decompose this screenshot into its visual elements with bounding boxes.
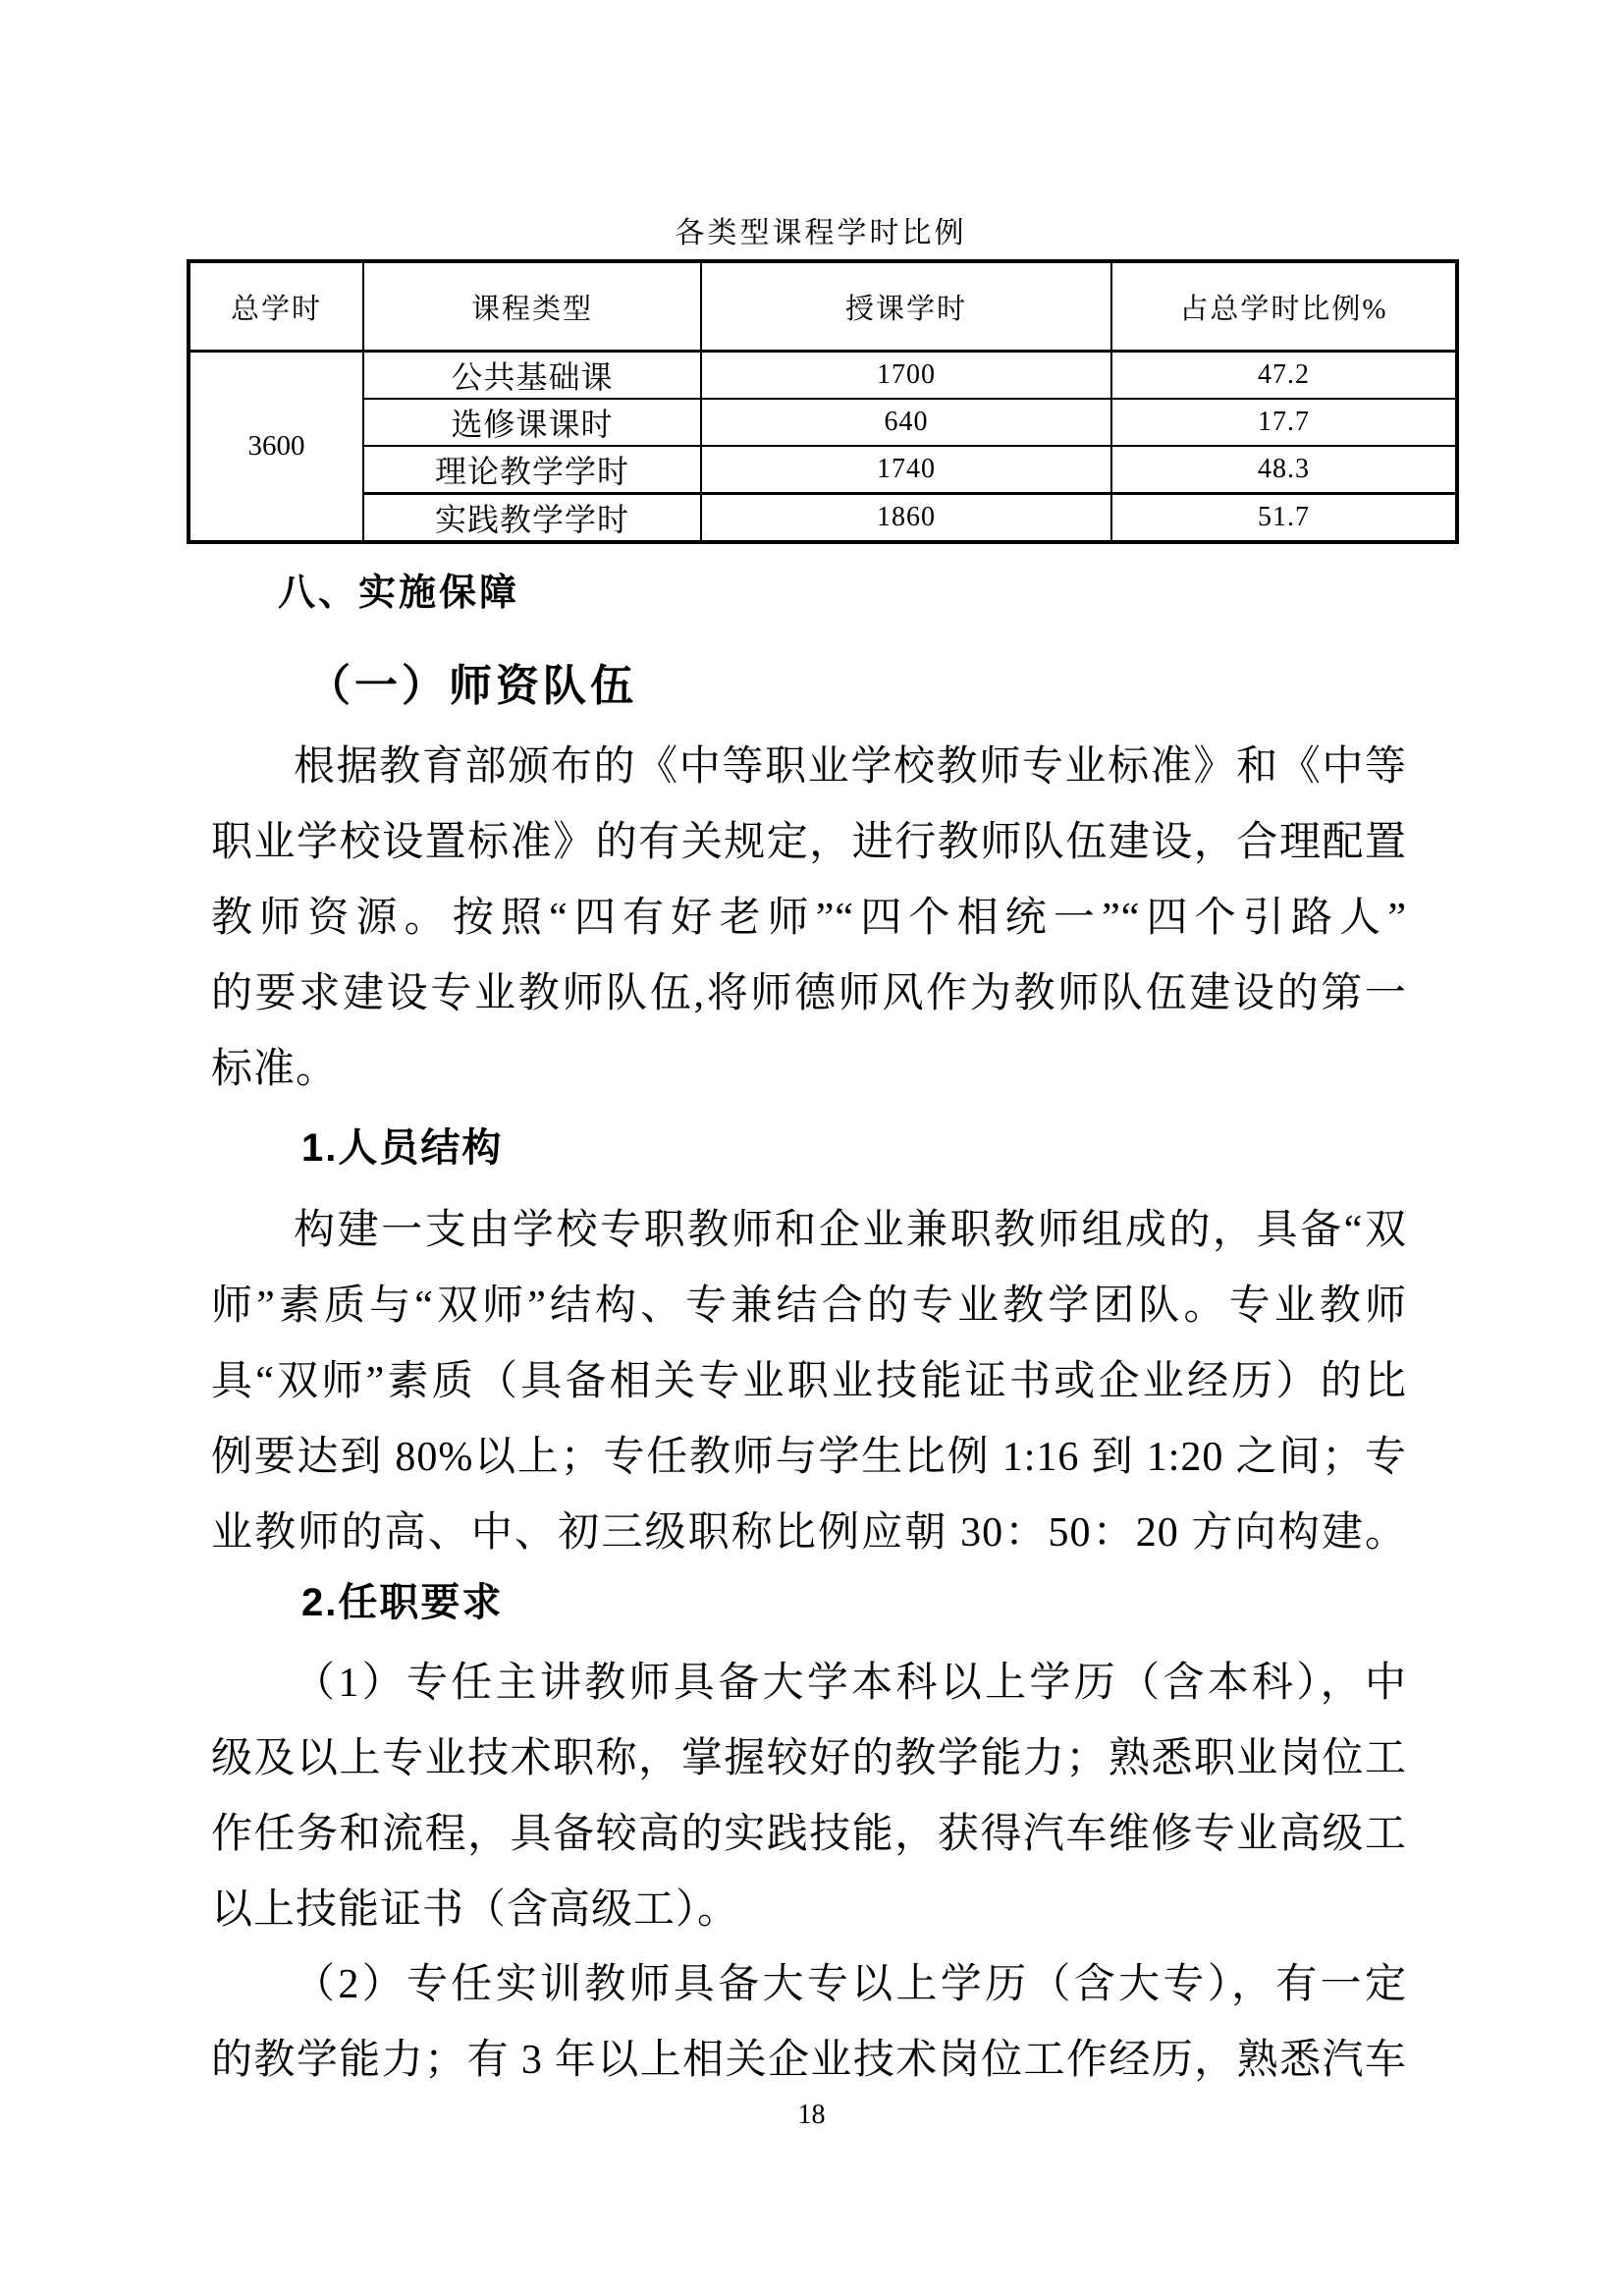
table-row [189, 399, 1457, 446]
paragraph-personnel-structure [211, 1193, 1407, 1571]
text-line: （1）专任主讲教师具备大学本科以上学历（含本科），中 [294, 1661, 1407, 1706]
text-line: 例要达到 80%以上；专任教师与学生比例 1:16 到 1:20 之间；专 [211, 1435, 1407, 1480]
text-line: 的教学能力；有 3 年以上相关企业技术岗位工作经历，熟悉汽车 [211, 2038, 1407, 2083]
course-hours-table [187, 259, 1459, 544]
table-header-row [189, 261, 1457, 352]
table-cell: 选修课课时 [363, 399, 701, 446]
table-row [189, 352, 1457, 400]
table-header-cell: 授课学时 [701, 261, 1111, 352]
table-caption: 各类型课程学时比例 [675, 217, 967, 249]
text-line: 构建一支由学校专职教师和企业兼职教师组成的，具备“双 [294, 1208, 1407, 1253]
total-hours-cell: 3600 [189, 352, 363, 543]
table-row [189, 494, 1457, 543]
table-cell: 640 [701, 399, 1111, 446]
table-cell: 实践教学学时 [363, 494, 701, 543]
table-cell: 51.7 [1111, 494, 1457, 543]
table-cell: 17.7 [1111, 399, 1457, 446]
table-cell: 公共基础课 [363, 352, 701, 400]
paragraph-requirement-1 [211, 1646, 1407, 1948]
sub-subsection-heading-requirements: 2.任职要求 [301, 1581, 504, 1624]
page-number: 18 [797, 2100, 826, 2130]
text-line: （2）专任实训教师具备大专以上学历（含大专），有一定 [294, 1962, 1407, 2007]
table-row [189, 446, 1457, 494]
subsection-heading: （一）师资队伍 [307, 662, 637, 710]
text-line: 以上技能证书（含高级工）。 [211, 1887, 740, 1933]
table-cell: 理论教学学时 [363, 446, 701, 494]
section-heading: 八、实施保障 [278, 573, 520, 614]
text-line: 教师资源。按照“四有好老师”“四个相统一”“四个引路人” [211, 896, 1407, 941]
text-line: 根据教育部颁布的《中等职业学校教师专业标准》和《中等 [294, 744, 1407, 790]
table-cell: 47.2 [1111, 352, 1457, 400]
text-line: 标准。 [211, 1047, 339, 1092]
text-line: 作任务和流程，具备较高的实践技能，获得汽车维修专业高级工 [211, 1812, 1407, 1857]
text-line: 级及以上专业技术职称，掌握较好的教学能力；熟悉职业岗位工 [211, 1736, 1407, 1781]
text-line: 的要求建设专业教师队伍,将师德师风作为教师队伍建设的第一 [211, 971, 1407, 1016]
table-header-cell: 课程类型 [363, 261, 701, 352]
text-line: 具“双师”素质（具备相关专业职业技能证书或企业经历）的比 [211, 1359, 1407, 1404]
paragraph-teacher-standards [211, 730, 1407, 1108]
table-cell: 48.3 [1111, 446, 1457, 494]
paragraph-requirement-2 [211, 1947, 1407, 2099]
table-cell: 1860 [701, 494, 1111, 543]
table-header-cell: 占总学时比例% [1111, 261, 1457, 352]
table-cell: 1740 [701, 446, 1111, 494]
table-cell: 1700 [701, 352, 1111, 400]
sub-subsection-heading-personnel: 1.人员结构 [301, 1126, 504, 1170]
text-line: 业教师的高、中、初三级职称比例应朝 30：50：20 方向构建。 [211, 1510, 1407, 1556]
text-line: 师”素质与“双师”结构、专兼结合的专业教学团队。专业教师 [211, 1284, 1407, 1329]
text-line: 职业学校设置标准》的有关规定，进行教师队伍建设，合理配置 [211, 820, 1407, 865]
table-header-cell: 总学时 [189, 261, 363, 352]
